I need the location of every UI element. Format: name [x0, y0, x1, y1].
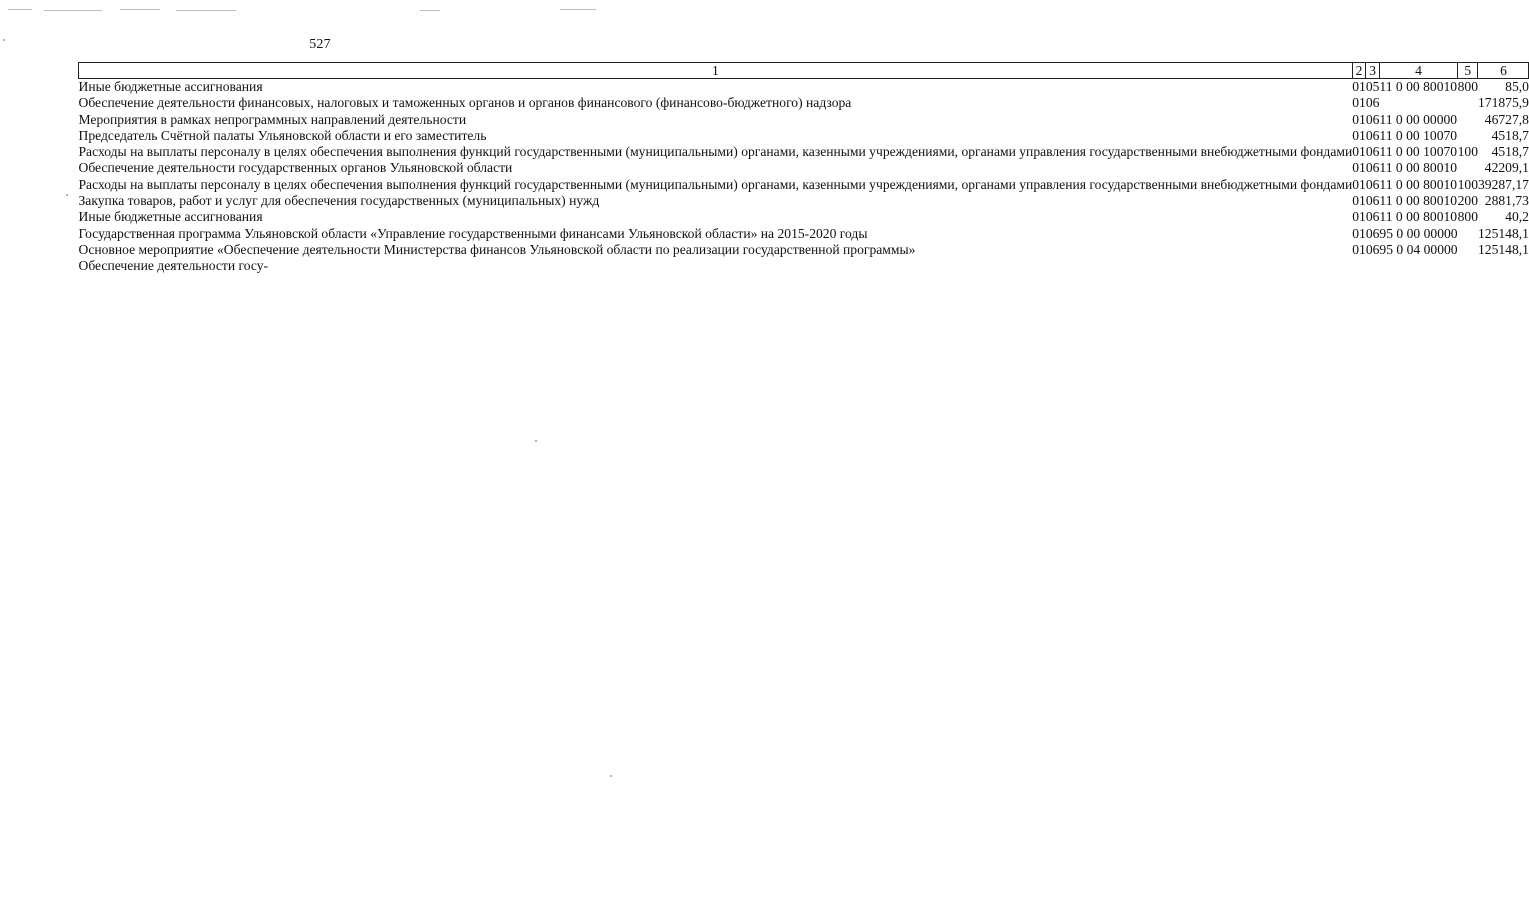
- row-amount: 39287,17: [1477, 176, 1529, 192]
- row-amount: 40,2: [1505, 209, 1529, 225]
- table-header: [79, 63, 1529, 79]
- page-number: 527: [309, 37, 331, 52]
- row-target-article: 11 0 00 00000: [1379, 111, 1458, 127]
- row-section: 01: [1352, 127, 1366, 143]
- row-section: 01: [1352, 193, 1366, 209]
- row-section: 01: [1352, 241, 1366, 257]
- row-amount: 42209,1: [1484, 160, 1529, 176]
- table-row: [79, 79, 1529, 96]
- row-target-article: [1379, 95, 1457, 111]
- row-name: Расходы на выплаты персоналу в целях обеспечения выполнения функций государственными (муниципальными) органами, казенными учреждениями, органами управления государственными внебюджетными фондами: [78, 144, 1353, 160]
- row-target-article: 95 0 04 00000: [1379, 241, 1458, 257]
- row-subsection: 06: [1365, 176, 1380, 192]
- row-section: 01: [1352, 225, 1366, 241]
- row-subsection: 06: [1365, 95, 1380, 111]
- row-name: Иные бюджетные ассигнования: [78, 79, 263, 94]
- row-name: Закупка товаров, работ и услуг для обеспечения государственных (муниципальных) нужд: [78, 193, 600, 209]
- row-subsection: 06: [1365, 127, 1380, 143]
- row-section: 01: [1352, 111, 1366, 127]
- row-subsection: 06: [1365, 160, 1380, 176]
- row-section: 01: [1352, 95, 1366, 111]
- table-row: [79, 128, 1529, 144]
- row-name: Председатель Счётной палаты Ульяновской области и его заместитель: [78, 127, 487, 143]
- row-name: Обеспечение деятельности госу-: [78, 258, 269, 274]
- row-amount: 4518,7: [1491, 144, 1529, 160]
- row-expense-type: [1458, 242, 1478, 258]
- row-subsection: 06: [1365, 241, 1380, 257]
- row-section: 01: [1352, 209, 1366, 225]
- row-name: Иные бюджетные ассигнования: [78, 209, 263, 225]
- row-amount: 125148,1: [1477, 225, 1529, 241]
- row-subsection: 06: [1365, 144, 1380, 160]
- table-row: [79, 177, 1529, 193]
- row-expense-type: [1458, 160, 1478, 176]
- col-header-section: 2: [1352, 63, 1366, 79]
- row-expense-type: 100: [1457, 176, 1478, 192]
- table-row: [79, 160, 1529, 176]
- row-amount: 46727,8: [1484, 111, 1529, 127]
- budget-table: [78, 62, 1529, 275]
- table-row: [79, 193, 1529, 209]
- row-subsection: 06: [1365, 225, 1380, 241]
- row-section: 01: [1352, 160, 1366, 176]
- table-row: [79, 144, 1529, 160]
- col-header-name: 1: [79, 63, 1353, 79]
- table-row: [79, 112, 1529, 128]
- row-expense-type: 800: [1457, 209, 1478, 225]
- row-name: Расходы на выплаты персоналу в целях обеспечения выполнения функций государственными (муниципальными) органами, казенными учреждениями, органами управления государственными внебюджетными фондами: [78, 176, 1353, 192]
- row-target-article: 11 0 00 80010: [1379, 160, 1458, 176]
- row-expense-type: [1458, 258, 1478, 274]
- col-header-expense-type: 5: [1458, 63, 1478, 79]
- row-name: Государственная программа Ульяновской области «Управление государственными финансами Ульяновской области» на 2015-2020 годы: [78, 225, 868, 241]
- row-section: 01: [1352, 176, 1366, 192]
- row-target-article: 11 0 00 10070: [1379, 144, 1458, 160]
- row-target-article: 11 0 00 80010: [1379, 209, 1458, 225]
- row-amount: 2881,73: [1484, 193, 1529, 209]
- row-target-article: 11 0 00 80010: [1379, 79, 1458, 94]
- row-expense-type: [1458, 226, 1478, 242]
- col-header-amount: 6: [1478, 63, 1529, 79]
- row-amount: 171875,9: [1477, 95, 1529, 111]
- table-row: [79, 209, 1529, 225]
- row-expense-type: 200: [1457, 193, 1478, 209]
- row-subsection: 06: [1365, 111, 1380, 127]
- row-expense-type: [1458, 95, 1478, 111]
- row-name: Обеспечение деятельности государственных органов Ульяновской области: [78, 160, 513, 176]
- table-row: [79, 226, 1529, 242]
- row-amount: 4518,7: [1491, 127, 1529, 143]
- row-subsection: 05: [1365, 79, 1380, 94]
- row-target-article: 11 0 00 80010: [1379, 176, 1458, 192]
- row-name: Основное мероприятие «Обеспечение деятельности Министерства финансов Ульяновской области по реализации государственной программы»: [78, 241, 916, 257]
- row-amount: 85,0: [1505, 79, 1529, 94]
- row-expense-type: [1458, 112, 1478, 128]
- table-row: [79, 258, 1529, 274]
- row-expense-type: [1458, 128, 1478, 144]
- row-section: 01: [1352, 79, 1366, 94]
- row-target-article: [1379, 258, 1457, 274]
- row-section: [1352, 258, 1366, 274]
- col-header-target-article: 4: [1379, 63, 1457, 79]
- row-amount: 125148,1: [1477, 241, 1529, 257]
- col-header-subsection: 3: [1366, 63, 1380, 79]
- row-target-article: 95 0 00 00000: [1379, 225, 1458, 241]
- row-name: Обеспечение деятельности финансовых, налоговых и таможенных органов и органов финансового (финансово-бюджетного) надзора: [78, 95, 852, 111]
- row-section: 01: [1352, 144, 1366, 160]
- table-row: [79, 242, 1529, 258]
- row-amount: [1478, 258, 1529, 274]
- row-target-article: 11 0 00 80010: [1379, 193, 1458, 209]
- row-subsection: 06: [1365, 193, 1380, 209]
- table-row: [79, 95, 1529, 111]
- row-expense-type: 100: [1457, 144, 1478, 160]
- row-target-article: 11 0 00 10070: [1379, 127, 1458, 143]
- row-subsection: [1366, 258, 1380, 274]
- row-name: Мероприятия в рамках непрограммных направлений деятельности: [78, 111, 467, 127]
- row-subsection: 06: [1365, 209, 1380, 225]
- row-expense-type: 800: [1457, 79, 1478, 94]
